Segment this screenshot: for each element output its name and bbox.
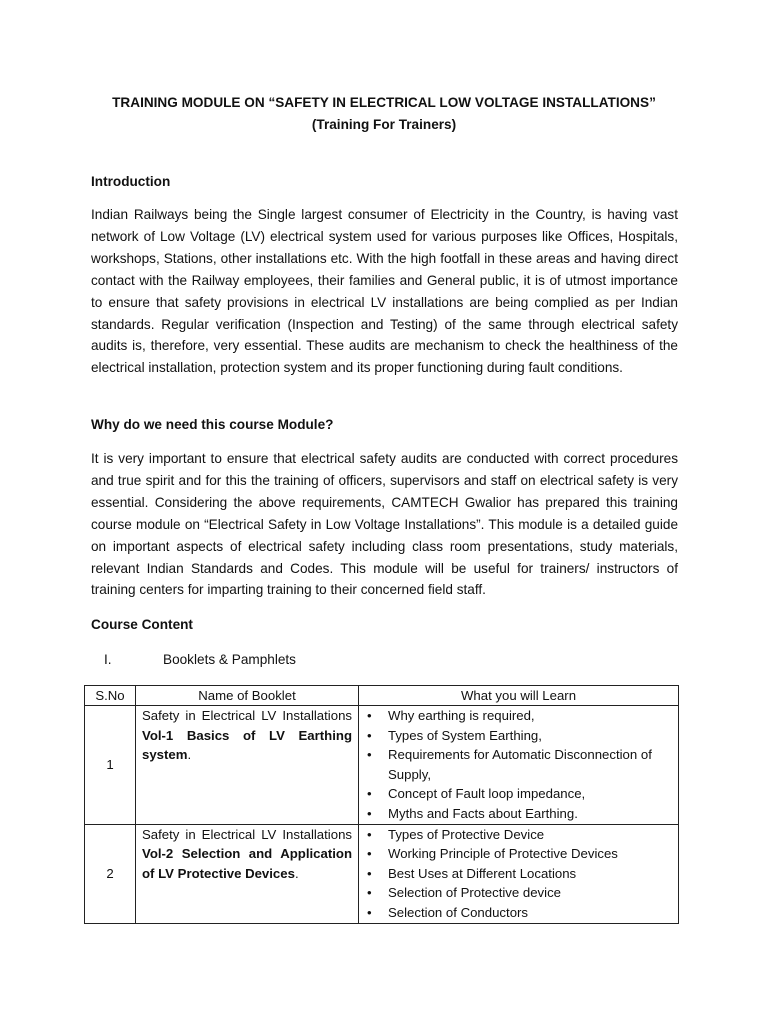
- why-paragraph: It is very important to ensure that electrical safety audits are conducted with correct procedures and true spirit and for this the training of officers, supervisors and staff on electrical safety is very essential. Considering the above requirements, CAMTECH Gwalior has prepared this training course module on “Electrical Safety in Low Voltage Installations”. This module is a detailed guide on important aspects of electrical safety including class room presentations, study materials, relevant Indian Standards and Codes. This module will be useful for trainers/ instructors of training centers for imparting training to their concerned field staff.: [91, 451, 678, 598]
- learn-item: • Types of Protective Device: [359, 825, 678, 845]
- bullet-icon: •: [367, 805, 372, 821]
- bullet-icon: •: [367, 708, 372, 723]
- booklet-name-bold: Vol-2 Selection and Application of LV Protective Devices: [142, 846, 352, 881]
- learn-item: • Concept of Fault loop impedance,: [359, 784, 678, 804]
- learn-item: • Myths and Facts about Earthing.: [359, 804, 678, 824]
- header-sno: S.No: [85, 686, 136, 706]
- row-learn: [359, 824, 679, 923]
- row-booklet-name: [136, 824, 359, 923]
- learn-item: • Best Uses at Different Locations: [359, 864, 678, 884]
- booklet-table: [84, 685, 679, 924]
- list-item: [104, 652, 296, 667]
- bullet-icon: •: [367, 904, 372, 920]
- bullet-icon: •: [367, 885, 372, 901]
- booklet-name-bold: Vol-1 Basics of LV Earthing system: [142, 727, 352, 762]
- booklet-name-tail: .: [294, 865, 299, 881]
- intro-paragraph: Indian Railways being the Single largest consumer of Electricity in the Country, is having vast network of Low Voltage (LV) electrical system used for various purposes like Offices, Hospitals, workshops, Stations, other installations etc. With the high footfall in these areas and having direct contact with the Railway employees, their families and General public, it is of utmost importance to ensure that safety provisions in electrical LV installations are being complied as per Indian standards. Regular verification (Inspection and Testing) of the same through electrical safety audits is, therefore, very essential. These audits are mechanism to check the healthiness of the electrical installation, protection system and its proper functioning during fault conditions.: [91, 207, 678, 376]
- learn-item: • Working Principle of Protective Devices: [359, 844, 678, 864]
- learn-item: • Selection of Protective device: [359, 883, 678, 903]
- bullet-icon: •: [367, 727, 372, 743]
- bullet-icon: •: [367, 786, 372, 802]
- header-booklet-name: Name of Booklet: [136, 686, 359, 706]
- intro-heading: Introduction: [91, 174, 171, 189]
- row-learn: [359, 706, 679, 825]
- course-content-heading: Course Content: [91, 617, 193, 632]
- why-heading: Why do we need this course Module?: [91, 417, 334, 432]
- table-row: [85, 706, 679, 825]
- learn-item: • Requirements for Automatic Disconnection of Supply,: [367, 747, 652, 782]
- booklet-name-plain: Safety in Electrical LV Installations: [142, 708, 352, 723]
- doc-subtitle: (Training For Trainers): [311, 117, 457, 132]
- doc-title: TRAINING MODULE ON “SAFETY IN ELECTRICAL LOW VOLTAGE INSTALLATIONS”: [112, 95, 656, 110]
- row-sno: 2: [85, 824, 136, 923]
- learn-item: • Why earthing is required,: [359, 706, 678, 726]
- booklet-name-plain: Safety in Electrical LV Installations: [142, 826, 352, 842]
- row-booklet-name: [136, 706, 359, 825]
- booklet-name-tail: .: [187, 747, 192, 762]
- bullet-icon: •: [367, 826, 372, 842]
- learn-item: • Selection of Conductors: [359, 903, 678, 923]
- list-item-label: Booklets & Pamphlets: [163, 652, 296, 667]
- table-row: [85, 824, 679, 923]
- bullet-icon: •: [367, 747, 372, 763]
- bullet-icon: •: [367, 846, 372, 862]
- list-numeral: I.: [104, 652, 112, 667]
- row-sno: 1: [85, 706, 136, 825]
- header-learn: What you will Learn: [359, 686, 679, 706]
- bullet-icon: •: [367, 865, 372, 881]
- table-header-row: [85, 686, 679, 706]
- learn-item: • Types of System Earthing,: [359, 726, 678, 746]
